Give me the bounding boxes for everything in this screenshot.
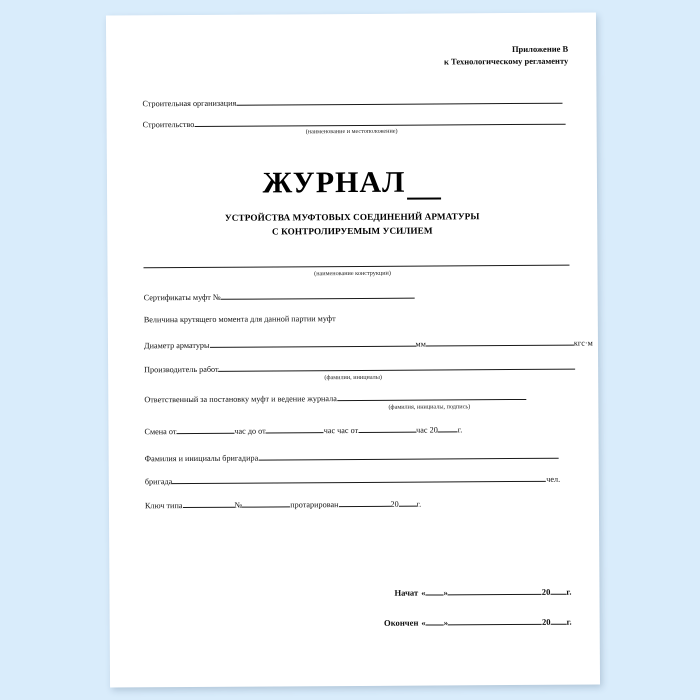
foreman-input-line[interactable]: [258, 450, 558, 461]
field-shift: [144, 423, 570, 437]
key-type-line[interactable]: [182, 499, 234, 508]
subtitle-line-1: УСТРОЙСТВА МУФТОВЫХ СОЕДИНЕНИЙ АРМАТУРЫ: [224, 211, 480, 223]
field-brigade: [145, 473, 571, 487]
field-torque: [144, 313, 570, 325]
shift-hour-label: час до от: [234, 426, 266, 436]
document-body: [106, 13, 600, 688]
key-number-label: №: [234, 500, 243, 510]
responsible-input-line[interactable]: [337, 391, 526, 401]
torque-unit: кгс·м: [573, 338, 593, 348]
finished-quote-close: »: [443, 617, 449, 628]
finished-month-line[interactable]: [448, 616, 542, 626]
field-diameter: [143, 337, 593, 351]
subtitle-line-2: С КОНТРОЛИРУЕМЫМ УСИЛИЕМ: [271, 225, 433, 237]
organization-input-line[interactable]: [236, 95, 562, 106]
key-year-line[interactable]: [399, 498, 417, 507]
shift-year-line[interactable]: [438, 423, 458, 432]
producer-label: Производитель работ: [144, 364, 219, 375]
started-quote-close: »: [443, 587, 448, 598]
field-started: [394, 586, 571, 598]
torque-label: Величина крутящего момента для данной партии муфт: [143, 314, 336, 325]
organization-label: Строительная организация: [142, 98, 237, 109]
shift-to-line[interactable]: [266, 424, 324, 433]
appendix-line-1: Приложение В: [511, 43, 569, 55]
note-name-location: (наименование и местоположение): [305, 127, 398, 136]
construction-input-line[interactable]: [194, 116, 565, 127]
page-subtitle: [107, 209, 597, 240]
responsible-label: Ответственный за постановку муфт и ведение журнала: [144, 394, 337, 405]
brigade-input-line[interactable]: [172, 473, 546, 484]
field-key: [145, 497, 571, 511]
key-label: Ключ типа: [144, 501, 183, 511]
producer-input-line[interactable]: [219, 361, 576, 372]
field-finished: [384, 616, 572, 628]
note-surname-initials: (фамилии, инициалы): [324, 373, 382, 382]
appendix-header: [444, 43, 568, 68]
key-number-line[interactable]: [242, 498, 290, 507]
diameter-unit: мм: [415, 339, 426, 349]
started-year: 20: [541, 586, 551, 597]
shift-year-label: г.: [457, 425, 463, 435]
finished-year-line[interactable]: [551, 616, 567, 625]
page-title: [107, 165, 597, 202]
finished-year-suffix: г.: [566, 616, 572, 627]
finished-year: 20: [541, 616, 551, 627]
shift-hour2-line[interactable]: [358, 424, 416, 433]
brigade-unit: чел.: [546, 474, 561, 484]
finished-quote-open: «: [421, 617, 426, 628]
key-year-suffix: г.: [416, 499, 422, 509]
started-year-line[interactable]: [550, 586, 566, 595]
page-title-text: ЖУРНАЛ: [262, 165, 406, 200]
started-quote-open: «: [421, 587, 426, 598]
shift-from-label: Смена от: [144, 427, 177, 437]
title-blank-line[interactable]: [407, 177, 441, 199]
finished-day-line[interactable]: [426, 616, 444, 625]
key-year-label: 20: [390, 499, 399, 509]
started-year-suffix: г.: [566, 586, 572, 597]
started-label: Начат: [394, 587, 419, 598]
field-foreman: [145, 450, 571, 464]
key-calibrated-label: протарирован: [290, 500, 339, 510]
document-page: [106, 13, 600, 688]
shift-from-line[interactable]: [176, 425, 234, 434]
construction-label: Строительство: [142, 119, 195, 130]
brigade-label: бригада: [144, 477, 173, 487]
certificates-label: Сертификаты муфт №: [143, 292, 221, 303]
started-month-line[interactable]: [448, 586, 542, 596]
certificates-input-line[interactable]: [221, 290, 415, 300]
shift-hour2-label: час час от: [323, 425, 359, 436]
torque-value-line[interactable]: [426, 337, 574, 347]
key-calibrated-line[interactable]: [338, 498, 390, 507]
appendix-line-2: к Технологическому регламенту: [443, 55, 569, 67]
note-surname-initials-sign: (фамилия, инициалы, подпись): [388, 403, 471, 411]
field-certificates: [144, 289, 570, 303]
field-organization: [142, 95, 568, 109]
diameter-input-line[interactable]: [209, 338, 415, 348]
finished-label: Окончен: [383, 617, 419, 628]
note-construction-name: (наименование конструкции): [314, 269, 391, 278]
shift-hour3-label: час 20: [416, 425, 438, 435]
construction-name-line[interactable]: [143, 265, 569, 269]
started-day-line[interactable]: [425, 586, 443, 595]
foreman-label: Фамилия и инициалы бригадира: [144, 453, 259, 464]
diameter-label: Диаметр арматуры: [143, 340, 210, 351]
